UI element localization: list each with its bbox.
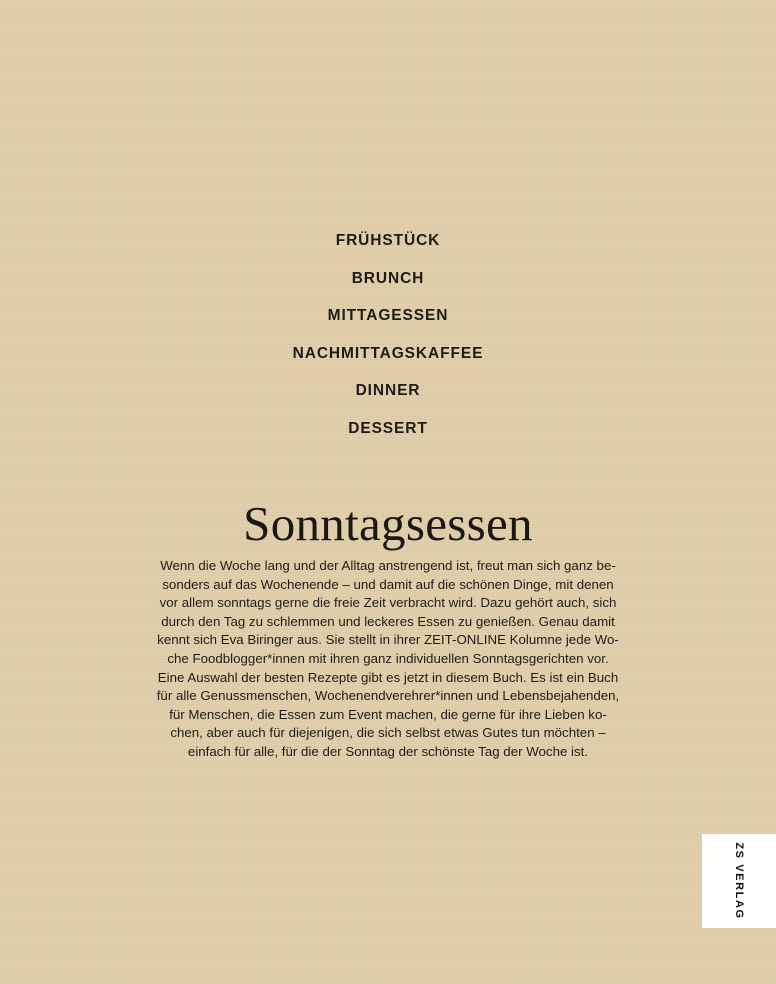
description-line: durch den Tag zu schlemmen und leckeres Essen zu genießen. Genau damit <box>161 613 615 629</box>
category-mittagessen: MITTAGESSEN <box>327 307 449 324</box>
description-line: Wenn die Woche lang und der Alltag anstrengend ist, freut man sich ganz be- <box>160 558 616 573</box>
description-line: kennt sich Eva Biringer aus. Sie stellt in ihrer ZEIT-ONLINE Kolumne jede Wo- <box>157 632 619 648</box>
publisher-logo-tab <box>702 834 776 928</box>
description-line: für Menschen, die Essen zum Event machen, die gerne für ihre Lieben ko- <box>169 706 607 722</box>
description-line: che Foodblogger*innen mit ihren ganz individuellen Sonntagsgerichten vor. <box>167 650 609 666</box>
category-brunch: BRUNCH <box>351 269 425 287</box>
description-line: für alle Genussmenschen, Wochenendverehrer*innen und Lebensbejahenden, <box>156 688 620 704</box>
book-title: Sonntagsessen <box>243 496 533 551</box>
publisher-name: ZS VERLAG <box>733 842 745 920</box>
meal-category-list <box>0 227 776 452</box>
category-nachmittagskaffee: NACHMITTAGSKAFFEE <box>292 344 484 362</box>
book-description <box>117 557 659 762</box>
description-line: sonders auf das Wochenende – und damit auf die schönen Dinge, mit denen <box>162 576 614 592</box>
description-line: einfach für alle, für die der Sonntag der schönste Tag der Woche ist. <box>187 743 589 759</box>
category-dinner: DINNER <box>355 382 421 399</box>
category-fruehstueck: FRÜHSTÜCK <box>335 232 441 249</box>
category-dessert: DESSERT <box>348 419 428 437</box>
description-line: chen, aber auch für diejenigen, die sich selbst etwas Gutes tun möchten – <box>170 725 606 741</box>
description-line: Eine Auswahl der besten Rezepte gibt es jetzt in diesem Buch. Es ist ein Buch <box>157 669 619 685</box>
description-line: vor allem sonntags gerne die freie Zeit verbracht wird. Dazu gehört auch, sich <box>159 595 617 611</box>
